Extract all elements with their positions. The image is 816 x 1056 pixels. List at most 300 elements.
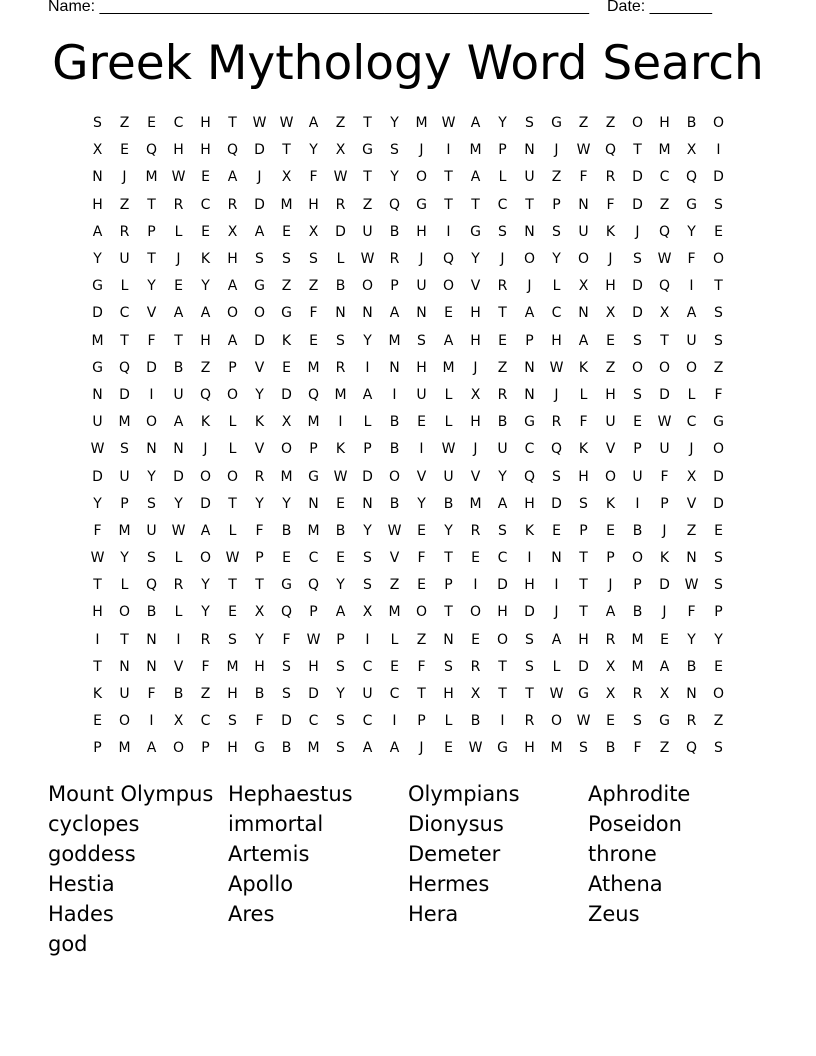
grid-letter: Y [93,251,102,268]
grid-letter: C [362,713,373,730]
grid-letter: R [497,278,508,295]
date-field[interactable]: _______ [649,0,712,15]
grid-letter: W [549,686,564,703]
word-bank-item: Hestia [48,872,115,896]
grid-letter: K [200,414,211,431]
date-label: Date: [607,0,650,15]
grid-letter: O [469,604,482,621]
grid-letter: E [660,631,669,648]
grid-letter: S [282,251,291,268]
grid-letter: A [308,115,319,132]
grid-letter: H [497,604,508,621]
grid-letter: S [336,713,345,730]
grid-letter: L [444,414,453,431]
grid-letter: V [416,468,427,485]
grid-letter: S [417,332,426,349]
grid-letter: H [92,604,103,621]
grid-letter: I [149,386,154,403]
grid-letter: W [333,468,348,485]
grid-letter: E [444,305,453,322]
grid-letter: B [146,604,157,621]
grid-letter: R [335,196,346,213]
grid-letter: Z [308,278,319,295]
grid-letter: Z [281,278,292,295]
grid-row [84,328,732,355]
grid-letter: U [524,169,535,186]
grid-letter: E [174,278,183,295]
grid-letter: F [633,740,642,757]
grid-letter: L [552,658,561,675]
grid-letter: D [335,223,346,240]
grid-letter: J [689,441,694,458]
grid-letter: K [605,223,616,240]
grid-letter: Y [147,278,156,295]
grid-letter: O [685,359,698,376]
grid-row [84,300,732,327]
grid-letter: Q [685,169,698,186]
grid-letter: T [282,142,291,159]
grid-letter: S [552,223,561,240]
grid-letter: P [309,441,318,458]
grid-letter: X [470,686,481,703]
grid-letter: H [551,332,562,349]
grid-letter: N [173,441,184,458]
grid-letter: T [363,169,372,186]
grid-letter: O [712,441,725,458]
grid-letter: M [415,115,428,132]
grid-letter: A [254,223,265,240]
grid-letter: E [336,495,345,512]
grid-letter: B [470,713,481,730]
grid-letter: X [308,223,319,240]
grid-letter: Y [255,631,264,648]
grid-letter: H [416,359,427,376]
grid-letter: Y [390,115,399,132]
grid-letter: Q [226,142,239,159]
grid-letter: Y [498,115,507,132]
grid-letter: W [576,713,591,730]
page-title: Greek Mythology Word Search [52,36,764,91]
grid-letter: D [632,305,643,322]
grid-letter: Y [498,468,507,485]
grid-letter: Y [417,495,426,512]
grid-letter: P [147,223,156,240]
grid-letter: B [389,495,400,512]
grid-letter: B [632,522,643,539]
grid-letter: S [336,332,345,349]
grid-letter: S [714,740,723,757]
grid-letter: F [93,522,102,539]
grid-letter: V [146,305,157,322]
grid-letter: T [471,196,480,213]
grid-letter: O [226,386,239,403]
grid-letter: O [631,550,644,567]
grid-letter: X [470,386,481,403]
grid-letter: M [658,142,671,159]
grid-letter: H [524,577,535,594]
grid-letter: R [119,223,130,240]
grid-letter: U [362,686,373,703]
grid-letter: Y [363,332,372,349]
grid-letter: Y [552,251,561,268]
grid-letter: R [173,577,184,594]
grid-letter: V [173,658,184,675]
grid-letter: S [309,251,318,268]
grid-letter: W [225,550,240,567]
word-bank-item: god [48,932,88,956]
grid-letter: S [633,251,642,268]
grid-letter: W [684,577,699,594]
grid-letter: O [604,468,617,485]
grid-letter: O [253,305,266,322]
grid-letter: D [713,468,724,485]
grid-letter: P [228,359,237,376]
grid-letter: Q [307,386,320,403]
grid-letter: M [388,332,401,349]
grid-letter: L [363,414,372,431]
grid-letter: I [527,550,532,567]
grid-letter: T [417,686,426,703]
grid-letter: H [443,686,454,703]
word-bank-item: Ares [228,902,275,926]
grid-letter: U [119,251,130,268]
grid-letter: A [389,740,400,757]
grid-letter: X [605,658,616,675]
grid-letter: F [606,196,615,213]
grid-letter: F [255,713,264,730]
grid-letter: C [524,441,535,458]
grid-letter: H [605,386,616,403]
grid-letter: H [200,142,211,159]
grid-letter: T [147,251,156,268]
grid-letter: O [415,604,428,621]
grid-letter: U [578,223,589,240]
grid-letter: V [254,359,265,376]
grid-letter: E [282,550,291,567]
grid-letter: G [254,278,265,295]
grid-letter: D [119,386,130,403]
grid-letter: L [687,386,696,403]
grid-letter: J [662,522,667,539]
word-bank-item: Apollo [228,872,294,896]
grid-letter: S [525,115,534,132]
grid-letter: K [659,550,670,567]
grid-letter: T [444,196,453,213]
grid-row [84,545,732,572]
grid-letter: A [200,522,211,539]
grid-letter: A [470,169,481,186]
grid-letter: L [228,441,237,458]
grid-letter: G [254,740,265,757]
grid-letter: J [608,577,613,594]
grid-letter: O [577,251,590,268]
grid-letter: P [444,577,453,594]
name-label: Name: [48,0,100,15]
grid-letter: F [687,604,696,621]
grid-letter: F [579,169,588,186]
grid-letter: P [363,441,372,458]
grid-letter: Q [685,740,698,757]
grid-letter: A [227,278,238,295]
grid-letter: S [390,142,399,159]
grid-letter: S [633,713,642,730]
grid-letter: M [631,631,644,648]
grid-letter: C [362,658,373,675]
grid-letter: S [282,686,291,703]
grid-letter: P [120,495,129,512]
grid-letter: Z [659,740,670,757]
grid-letter: U [119,686,130,703]
grid-letter: W [441,441,456,458]
grid-letter: M [226,658,239,675]
grid-letter: O [172,740,185,757]
grid-letter: C [686,414,697,431]
grid-letter: B [335,522,346,539]
grid-letter: S [525,631,534,648]
grid-letter: T [120,332,129,349]
grid-letter: P [201,740,210,757]
grid-letter: T [363,115,372,132]
grid-letter: T [498,305,507,322]
grid-letter: Y [309,142,318,159]
grid-letter: H [200,332,211,349]
grid-letter: X [659,305,670,322]
grid-letter: H [227,251,238,268]
grid-letter: N [335,305,346,322]
grid-letter: S [282,658,291,675]
grid-letter: U [443,468,454,485]
grid-letter: N [443,631,454,648]
grid-letter: O [658,359,671,376]
grid-letter: M [307,522,320,539]
grid-letter: D [551,495,562,512]
grid-letter: O [118,604,131,621]
grid-letter: Y [444,522,453,539]
grid-letter: J [554,604,559,621]
grid-letter: C [497,196,508,213]
grid-row [84,681,732,708]
grid-letter: Q [550,441,563,458]
grid-letter: P [579,522,588,539]
grid-letter: E [417,577,426,594]
grid-letter: W [549,359,564,376]
grid-letter: N [686,550,697,567]
word-bank-item: Hermes [408,872,490,896]
grid-letter: S [633,386,642,403]
grid-letter: H [308,658,319,675]
grid-letter: U [632,468,643,485]
grid-row [84,599,732,626]
grid-letter: P [309,604,318,621]
grid-letter: E [714,522,723,539]
grid-letter: A [551,631,562,648]
grid-letter: S [255,251,264,268]
grid-letter: X [686,468,697,485]
grid-letter: Q [145,577,158,594]
grid-letter: R [605,631,616,648]
grid-letter: W [468,740,483,757]
grid-letter: I [716,142,721,159]
grid-letter: A [470,115,481,132]
grid-letter: N [92,169,103,186]
grid-letter: R [227,196,238,213]
grid-letter: I [392,386,397,403]
grid-letter: Q [145,142,158,159]
grid-letter: N [119,658,130,675]
grid-letter: T [525,196,534,213]
grid-letter: M [280,468,293,485]
grid-letter: E [498,332,507,349]
grid-row [84,491,732,518]
grid-row [84,355,732,382]
grid-letter: F [687,251,696,268]
grid-letter: L [552,278,561,295]
grid-letter: P [498,142,507,159]
grid-letter: A [173,414,184,431]
grid-letter: P [255,550,264,567]
grid-letter: G [578,686,589,703]
grid-letter: Z [605,115,616,132]
grid-row [84,518,732,545]
grid-letter: T [498,686,507,703]
grid-letter: S [714,577,723,594]
grid-letter: X [686,142,697,159]
word-bank-item: immortal [228,812,324,836]
grid-letter: M [550,740,563,757]
grid-letter: O [226,305,239,322]
grid-letter: M [280,196,293,213]
grid-letter: G [713,414,724,431]
grid-letter: Q [442,251,455,268]
grid-letter: W [279,115,294,132]
grid-letter: B [605,740,616,757]
grid-letter: Y [687,223,696,240]
grid-letter: D [254,142,265,159]
grid-letter: O [442,278,455,295]
grid-letter: M [145,169,158,186]
grid-letter: O [712,686,725,703]
grid-letter: Z [335,115,346,132]
grid-letter: A [524,305,535,322]
grid-letter: M [91,332,104,349]
grid-letter: U [605,414,616,431]
grid-letter: A [227,332,238,349]
grid-letter: P [606,550,615,567]
grid-letter: D [632,278,643,295]
grid-letter: H [416,223,427,240]
grid-row [84,110,732,137]
grid-letter: A [92,223,103,240]
grid-letter: S [714,196,723,213]
grid-letter: J [419,251,424,268]
grid-letter: X [605,305,616,322]
grid-letter: J [473,359,478,376]
grid-letter: E [552,522,561,539]
grid-letter: Q [658,278,671,295]
grid-letter: A [200,305,211,322]
grid-letter: K [578,441,589,458]
grid-letter: H [578,631,589,648]
grid-letter: D [362,468,373,485]
grid-letter: K [92,686,103,703]
grid-letter: N [524,386,535,403]
grid-letter: H [227,740,238,757]
grid-letter: E [606,522,615,539]
grid-letter: K [335,441,346,458]
grid-letter: E [309,332,318,349]
grid-letter: Y [471,251,480,268]
grid-letter: M [469,495,482,512]
grid-letter: L [174,223,183,240]
grid-letter: I [689,278,694,295]
grid-row [84,137,732,164]
grid-letter: D [497,577,508,594]
grid-letter: J [554,142,559,159]
grid-letter: H [470,332,481,349]
grid-letter: T [228,495,237,512]
grid-letter: D [659,577,670,594]
grid-letter: P [714,604,723,621]
grid-letter: B [443,495,454,512]
grid-letter: F [417,550,426,567]
grid-letter: S [336,658,345,675]
grid-letter: F [579,414,588,431]
grid-letter: J [122,169,127,186]
grid-letter: I [446,142,451,159]
grid-letter: D [200,495,211,512]
grid-letter: H [227,686,238,703]
grid-letter: F [147,686,156,703]
grid-letter: N [389,359,400,376]
grid-letter: Q [604,142,617,159]
grid-letter: N [308,495,319,512]
grid-letter: E [93,713,102,730]
grid-letter: O [415,169,428,186]
grid-letter: J [527,278,532,295]
grid-letter: N [551,550,562,567]
grid-letter: E [120,142,129,159]
grid-letter: E [633,414,642,431]
grid-row [84,246,732,273]
grid-letter: T [93,658,102,675]
grid-letter: B [173,686,184,703]
grid-letter: I [446,223,451,240]
grid-row [84,219,732,246]
grid-letter: G [686,196,697,213]
grid-letter: F [282,631,291,648]
grid-letter: A [578,332,589,349]
grid-letter: N [416,305,427,322]
grid-letter: E [606,713,615,730]
name-field[interactable]: _______________________________________________________ [99,0,589,15]
grid-letter: S [147,550,156,567]
grid-letter: P [336,631,345,648]
grid-letter: Y [120,550,129,567]
grid-letter: C [119,305,130,322]
grid-letter: U [92,414,103,431]
grid-letter: T [93,577,102,594]
grid-letter: F [714,386,723,403]
grid-letter: J [203,441,208,458]
grid-letter: D [632,169,643,186]
grid-letter: B [254,686,265,703]
grid-letter: J [176,251,181,268]
grid-letter: G [308,468,319,485]
grid-letter: G [497,740,508,757]
grid-letter: J [635,223,640,240]
grid-letter: T [444,604,453,621]
grid-letter: A [686,305,697,322]
